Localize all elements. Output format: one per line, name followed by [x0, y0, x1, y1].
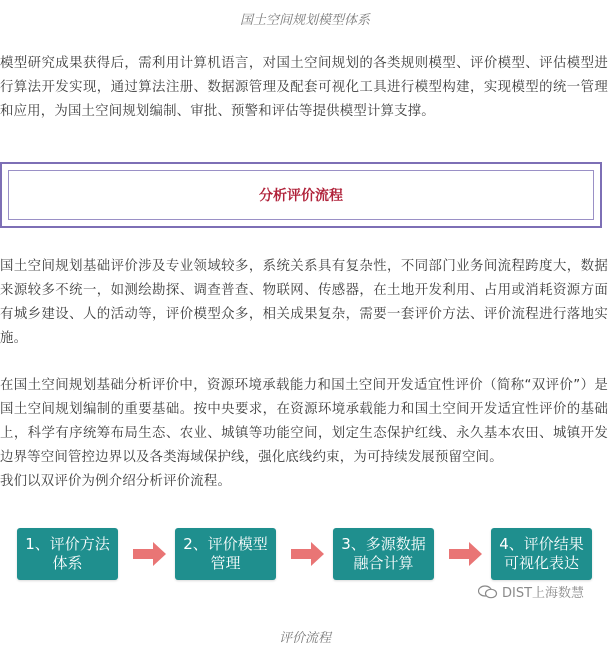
flow-step-2	[175, 528, 276, 580]
flow-step-4	[491, 528, 592, 580]
paragraph-example-intro: 我们以双评价为例介绍分析评价流程。	[0, 474, 232, 489]
paragraph-evaluation-complexity: 国土空间规划基础评价涉及专业领域较多，系统关系具有复杂性，不同部门业务间流程跨度大，数据来源较多不统一，如测绘勘探、调查普查、物联网、传感器，在土地开发利用、占用或消耗资源方面有城乡建设、人的活动等，评价模型众多，相关成果复杂，需要一套评价方法、评价流程进行落地实施。	[0, 259, 608, 346]
flow-step-4-label: 4、评价结果 可视化表达	[499, 535, 584, 572]
section-header-box	[0, 162, 602, 228]
flow-step-3-label: 3、多源数据 融合计算	[341, 535, 426, 572]
evaluation-flow-diagram	[0, 522, 610, 622]
flow-arrow-1-icon	[133, 541, 167, 567]
figure-caption-bottom: 评价流程	[278, 631, 331, 646]
flow-step-1-label: 1、评价方法 体系	[25, 535, 110, 572]
figure-caption-top: 国土空间规划模型体系	[239, 13, 370, 28]
flow-step-2-label: 2、评价模型 管理	[183, 535, 268, 572]
watermark	[478, 582, 584, 601]
section-header-inner	[8, 170, 594, 220]
wechat-icon	[478, 585, 498, 599]
flow-step-3	[333, 528, 434, 580]
paragraph-model-development: 模型研究成果获得后，需利用计算机语言，对国土空间规划的各类规则模型、评价模型、评估模型进行算法开发实现，通过算法注册、数据源管理及配套可视化工具进行模型构建，实现模型的统一管理和应用，为国土空间规划编制、审批、预警和评估等提供模型计算支撑。	[0, 56, 608, 119]
watermark-text: DIST上海数慧	[502, 586, 585, 601]
flow-step-1	[17, 528, 118, 580]
section-title: 分析评价流程	[259, 188, 343, 204]
flow-arrow-2-icon	[291, 541, 325, 567]
flow-arrow-3-icon	[449, 541, 483, 567]
paragraph-dual-evaluation: 在国土空间规划基础分析评价中，资源环境承载能力和国土空间开发适宜性评价（简称“双评价”）是国土空间规划编制的重要基础。按中央要求，在资源环境承载能力和国土空间开发适宜性评价的基础上，科学有序统筹布局生态、农业、城镇等功能空间，划定生态保护红线、永久基本农田、城镇开发边界等空间管控边界以及各类海域保护线，强化底线约束，为可持续发展预留空间。	[0, 378, 608, 465]
